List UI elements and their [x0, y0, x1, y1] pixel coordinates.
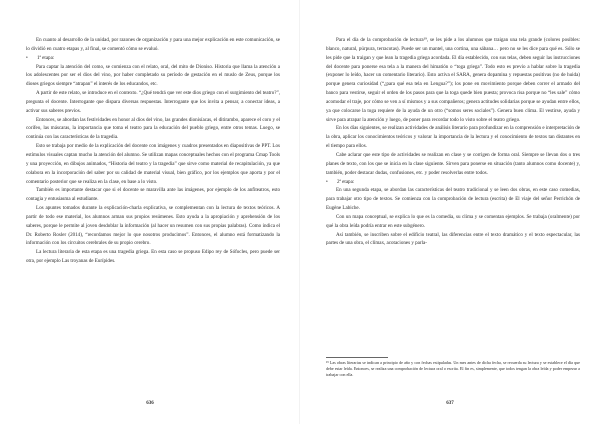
- bullet-icon: •: [26, 54, 28, 61]
- bullet-label: 2ª etapa:: [337, 178, 355, 185]
- page-number: 636: [146, 401, 154, 406]
- paragraph: La lectura literaria de esta etapa es una tragedia griega. En esta caso se propuso Edipo rey de Sófocles, pero puede ser otra, por ejemplo Las troyanas de Eurípides.: [26, 249, 280, 265]
- paragraph: Para el día de la comprobación de lectura¹⁹, se les pide a los alumnos que traigan una tela grande (colores posibles: blanco, natural, púrpura, terracotas). Puede ser un mantel, una cortina, una sábana… pero no se les dice para qué es. Sólo se les pide que la traigan y que lean la tragedia griega acordada. El día establecido, con sus telas, deben seguir las instrucciones del docente para ponerse esa tela a la manera del himatión o “toga griega”. Todo esto es previo a hablar sobre la tragedia (exponer lo leído, hacer un comentario literario). Esto activa el SARA, genera dopamina y repuestas positivas (no de huida) porque genera curiosidad (“¿para qué esa tela en Lengua?”); los pone en movimiento porque deben correr el armado del banco para vestirse, seguir el orden de los pasos para que la toga quede bien puesta; provoca risa porque no “les sale” cómo acomodar el traje, por cómo se ven a sí mismos y a sus compañeros; genera actitudes solidarias porque se ayudan entre ellos, ya que colocarse la toga requiere de la ayuda de un otro (“somos seres sociales”). Genera buen clima. El vestirse, ayuda y sirve para atrapar la atención y luego, de poner para recordar todo lo visto sobre el teatro griego.: [326, 37, 580, 123]
- footnote-rule: [326, 357, 388, 358]
- page-number: 637: [446, 401, 454, 406]
- bullet-item: [326, 178, 580, 187]
- paragraph: En los días siguientes, se realizan actividades de análisis literario para profundizar en la comprensión e interpretación de la obra, aplicar los conocimientos teóricos y valorar la importancia de la lectura y el conocimiento de textos tan distantes en el tiempo para ellos.: [326, 125, 580, 150]
- bullet-icon: •: [326, 178, 328, 185]
- right-page: [300, 0, 600, 424]
- paragraph: En cuanto al desarrollo de la unidad, por razones de organización y para una mejor explicación en este comunicación, se lo dividió en cuatro etapas y, al final, se comentó cómo se evaluó.: [26, 37, 280, 52]
- paragraph: También es importante destacar que si el docente se maravilla ante las imágenes, por ejemplo de los anfiteatros, esto contagia y entusiasma al estudiante.: [26, 187, 280, 203]
- footnote: ¹⁹ Las obras literarias se indican a principio de año y con fechas estipuladas. Un mes antes de dicha fecha, se recuerda su lectura y se establece el día que debe estar leída. Entonces, se realiza una comprobación de lectura oral o escrita. El fin es, simplemente, que todos tengan la obra leída y poder empezar a trabajar con ella.: [326, 360, 580, 377]
- bullet-label: 1ª etapa:: [37, 54, 55, 61]
- paragraph: En una segunda etapa, se abordan las características del teatro tradicional y se leen dos obras, en este caso comedias, para trabajar otro tipo de textos. Se comienza con la comprobación de lectura (escrita) de El viaje del señor Perrichón de Eugène Labiche.: [326, 187, 580, 212]
- bullet-item: [26, 54, 280, 63]
- paragraph: Entonces, se abordan las festividades en honor al dios del vino, las grandes dionisíacas, el ditirambo, aparece el coro y el corifeo, las máscaras, la importancia que toma el teatro para la educación del pueblo griego, entre otros temas. Luego, se continúa con las características de la tragedia.: [26, 116, 280, 141]
- paragraph: Esto se trabaja por medio de la explicación del docente con imágenes y cuadros presentados en diapositivas de PPT. Los estímulos visuales captan mucho la atención del alumno. Se utilizan mapas conceptuales hechos con el programa Cmap Tools y una proyección, en dibujos animados, “Historia del teatro y la tragedia” que sirve como material de recapitulación, ya que colabora en la incorporación del saber por su calidad de material visual, bien gráfico, por los ejemplos que aporta y por el comentario posterior que se realiza en la clase, en base a lo visto.: [26, 143, 280, 185]
- paragraph: Los apuntes tomados durante la explicación-charla explicativa, se complementan con la lectura de textos teóricos. A partir de todo ese material, los alumnos arman sus propios resúmenes. Esto ayuda a la apropiación y aprehensión de los saberes, porque le permite al joven desdoblar la información (al hacer un resumen con sus propias palabras). Como indica el Dr. Roberto Rosler (2014), “recordamos mejor lo que nosotros producimos”. Entonces, el alumno está formatizando la información con los circuitos cerebrales de su propio cerebro.: [26, 205, 280, 247]
- paragraph: Cabe aclarar que este tipo de actividades se realizan en clase y se corrigen de forma oral. Siempre se llevan dos o tres planes de texto, con los que se inicia en la clase siguiente. Sirven para ponerse en situación (tanto alumnos como docente) y, también, poder destacar dudas, confusiones, etc. y poder resolverlas entre todos.: [326, 151, 580, 176]
- left-page-body: [26, 36, 280, 266]
- paragraph: Para captar la atención del como, se comienza con el relato, oral, del mito de Dioniso. Historia que llama la atención a los adolescentes por ser el dios del vino, por haber completado su período de gestación en el muslo de Zeus, porque los dioses griegos siempre “atrapan” el interés de los educandos, etc.: [26, 63, 280, 88]
- paragraph: Con un mapa conceptual, se explica lo que es la comedia, su clima y se comentan ejemplos. Se trabaja (oralmente) por qué la obra leída podría entrar en este subgénero.: [326, 213, 580, 229]
- paragraph: A partir de este relato, se introduce en el contexto. “¿Qué tendrá que ver este dios griego con el surgimiento del teatro?”, pregunta el docente. Interrogante que dispara diversas respuestas. Interrogante que los invita a pensar, a conectar ideas, a activar sus saberes previos.: [26, 90, 280, 114]
- paragraph: Así también, se inscriben sobre el edificio teatral, las diferencias entre el texto dramático y el texto espectacular, las partes de una obra, el clímax, acotaciones y parla-: [326, 231, 580, 247]
- right-page-body: [326, 36, 580, 248]
